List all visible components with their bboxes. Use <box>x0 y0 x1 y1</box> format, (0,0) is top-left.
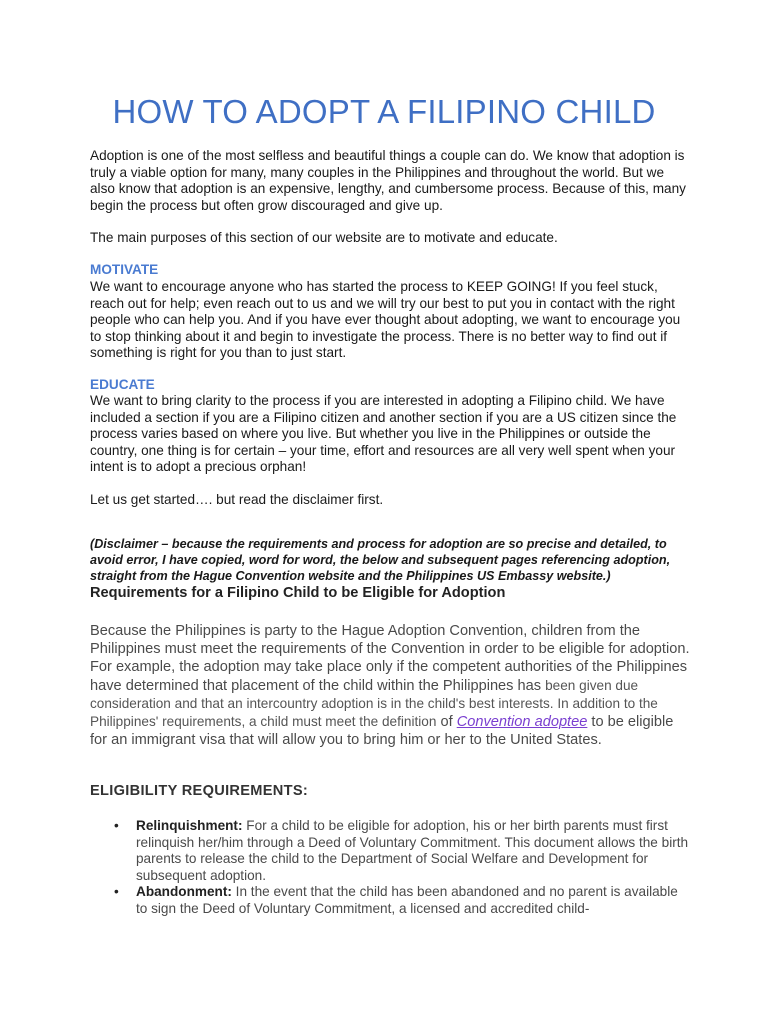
requirements-text-2: been given due consideration and that an intercountry adoption is in the child's best interests. In addition to the Philippines' requirements, a child must meet the definition <box>90 677 658 730</box>
motivate-heading: MOTIVATE <box>90 262 159 277</box>
bullet-term: Abandonment: <box>136 884 232 899</box>
convention-adoptee-link[interactable]: Convention adoptee <box>456 714 588 731</box>
requirements-text-1: Because the Philippines is party to the Hague Adoption Convention, children from the Philippines must meet the requirements of the Convention in order to be eligible for adoption. For example, the adoption may take place only if the competent authorities of the Philippines have determined that placement of the child within the Philippines has <box>90 623 690 694</box>
eligibility-list <box>112 818 692 917</box>
bullet-icon: • <box>114 884 119 899</box>
motivate-paragraph: We want to encourage anyone who has started the process to KEEP GOING! If you feel stuck, reach out for help; even reach out to us and we will try our best to put you in contact with the right people who can help you. And if you have ever thought about adopting, we want to encourage you to stop thinking about it and begin to investigate the process. There is no better way to find out if something is right for you than to just start. <box>90 279 681 360</box>
eligibility-heading: ELIGIBILITY REQUIREMENTS: <box>90 783 309 799</box>
requirements-heading: Requirements for a Filipino Child to be Eligible for Adoption <box>90 585 506 601</box>
requirements-text-3-suffix: to be eligible for an immigrant visa that will allow you to bring him or her to the United States. <box>90 714 674 749</box>
bullet-text: In the event that the child has been abandoned and no parent is available to sign the Deed of Voluntary Commitment, a licensed and accredited child- <box>136 884 678 916</box>
list-item <box>112 884 692 917</box>
requirements-text-3-prefix: of <box>440 714 457 731</box>
educate-heading: EDUCATE <box>90 377 155 392</box>
intro-paragraph: Adoption is one of the most selfless and beautiful things a couple can do. We know that adoption is truly a viable option for many, many couples in the Philippines and throughout the world. But we also know that adoption is an expensive, lengthy, and cumbersome process. Because of this, many begin the process but often grow discouraged and give up. <box>90 148 686 213</box>
get-started-paragraph: Let us get started…. but read the disclaimer first. <box>90 492 384 507</box>
bullet-icon: • <box>114 818 119 833</box>
disclaimer-paragraph: (Disclaimer – because the requirements and process for adoption are so precise and detailed, to avoid error, I have copied, word for word, the below and subsequent pages referencing adoption, straight from the Hague Convention website and the Philippines US Embassy website.) <box>90 536 671 583</box>
page-title: HOW TO ADOPT A FILIPINO CHILD <box>112 93 656 130</box>
list-item <box>112 818 692 884</box>
requirements-paragraph <box>90 622 690 749</box>
bullet-text: For a child to be eligible for adoption, his or her birth parents must first relinquish her/him through a Deed of Voluntary Commitment. This document allows the birth parents to release the child to the Department of Social Welfare and Development for subsequent adoption. <box>136 818 689 883</box>
bullet-term: Relinquishment: <box>136 818 243 833</box>
purposes-paragraph: The main purposes of this section of our website are to motivate and educate. <box>90 230 558 245</box>
educate-paragraph: We want to bring clarity to the process if you are interested in adopting a Filipino child. We have included a section if you are a Filipino citizen and another section if you are a US citizen since the process varies based on where you live. But whether you live in the Philippines or outside the country, one thing is for certain – your time, effort and resources are all very well spent when your intent is to adopt a precious orphan! <box>90 393 677 474</box>
